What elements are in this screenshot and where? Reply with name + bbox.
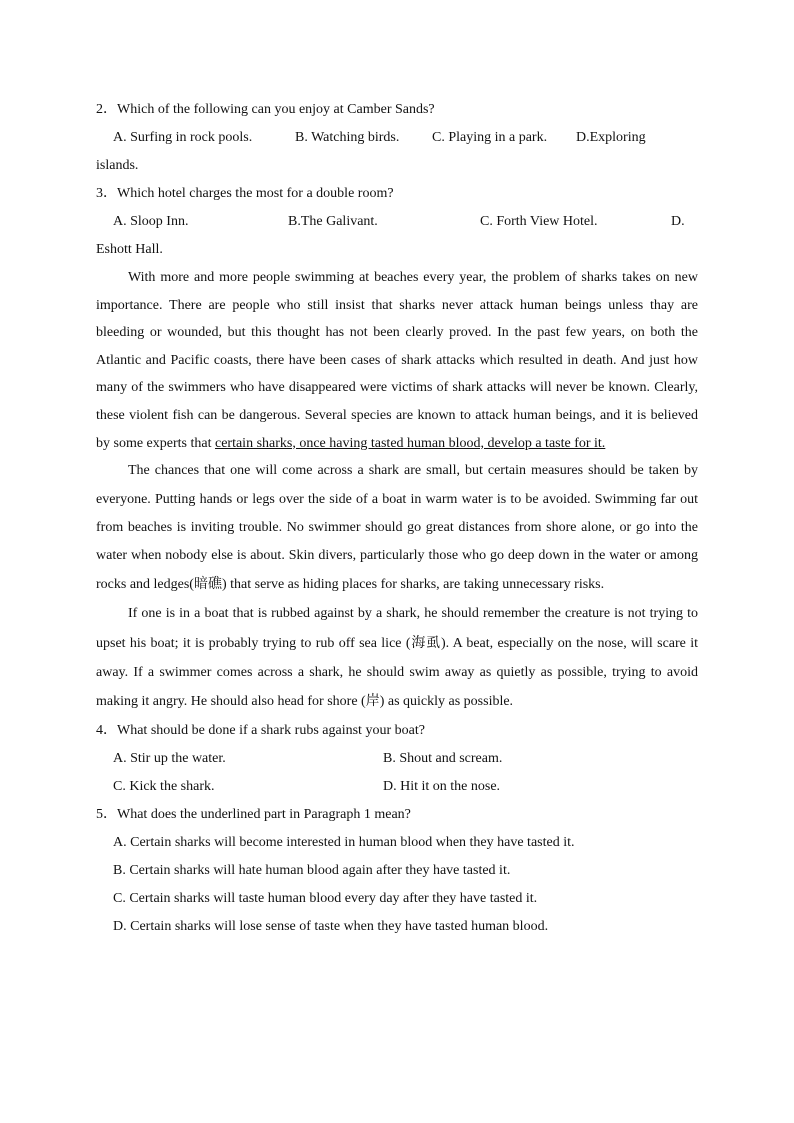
question-4-options-row-2 <box>96 773 698 801</box>
q2-option-c: C. Playing in a park. <box>432 130 548 145</box>
paragraph-1-text: With more and more people swimming at beaches every year, the problem of sharks takes on new importance. There are people who still insist that sharks never attack human beings unless thay are bleeding or wounded, but this thought has not been clearly proved. In the past few years, on both the Atlantic and Pacific coasts, there have been cases of shark attacks which resulted in death. And just how many of the swimmers who have disappeared were victims of shark attacks will never be known. Clearly, these violent fish can be dangerous. Several species are known to attack human beings, and it is believed by some experts that <box>96 270 698 451</box>
q5-option-c: C. Certain sharks will taste human blood every day after they have tasted it. <box>113 890 538 906</box>
question-3-options <box>96 208 698 236</box>
underlined-part: certain sharks, once having tasted human blood, develop a taste for it. <box>214 435 606 451</box>
passage-paragraph-3: If one is in a boat that is rubbed against by a shark, he should remember the creature is not trying to upset his boat; it is probably trying to rub off sea lice (海虱). A beat, especially on the nose, will scare it away. If a swimmer comes across a shark, he should swim away as quietly as possible, trying to avoid making it angry. He should also head for shore (岸) as quickly as possible. <box>96 606 698 710</box>
passage-paragraph-1 <box>96 264 698 457</box>
question-2-title: 2．Which of the following can you enjoy at Camber Sands? <box>96 102 435 117</box>
q3-option-d-continuation: Eshott Hall. <box>96 242 163 257</box>
question-2-options <box>96 124 698 152</box>
q2-option-d-continuation: islands. <box>96 158 139 173</box>
q3-option-d: D. <box>671 214 685 229</box>
q5-option-a: A. Certain sharks will become interested in human blood when they have tasted it. <box>113 834 575 850</box>
q2-option-d: D.Exploring <box>576 130 646 145</box>
q3-option-a: A. Sloop Inn. <box>113 214 189 229</box>
passage-paragraph-2: The chances that one will come across a shark are small, but certain measures should be taken by everyone. Putting hands or legs over the side of a boat in warm water is to be avoided. Swimming far out from beaches is inviting trouble. No swimmer should go great distances from shore alone, or go into the water when nobody else is about. Skin divers, particularly those who go deep down in the water or among rocks and ledges(暗礁) that serve as hiding places for sharks, are taking unnecessary risks. <box>96 463 698 592</box>
q3-option-b: B.The Galivant. <box>288 214 378 229</box>
question-4-title: 4．What should be done if a shark rubs against your boat? <box>96 722 425 738</box>
q4-option-b: B. Shout and scream. <box>383 750 503 766</box>
q5-option-d: D. Certain sharks will lose sense of taste when they have tasted human blood. <box>113 918 549 934</box>
document-page <box>96 96 698 941</box>
q4-option-d: D. Hit it on the nose. <box>383 778 501 794</box>
q2-option-a: A. Surfing in rock pools. <box>113 130 253 145</box>
q3-option-c: C. Forth View Hotel. <box>480 214 598 229</box>
question-5-title: 5．What does the underlined part in Paragraph 1 mean? <box>96 806 411 822</box>
q5-option-b: B. Certain sharks will hate human blood again after they have tasted it. <box>113 862 511 878</box>
q2-option-b: B. Watching birds. <box>295 130 400 145</box>
q4-option-a: A. Stir up the water. <box>113 750 226 766</box>
question-3-title: 3．Which hotel charges the most for a double room? <box>96 186 394 201</box>
question-4-options-row-1 <box>96 745 698 773</box>
q4-option-c: C. Kick the shark. <box>113 778 215 794</box>
